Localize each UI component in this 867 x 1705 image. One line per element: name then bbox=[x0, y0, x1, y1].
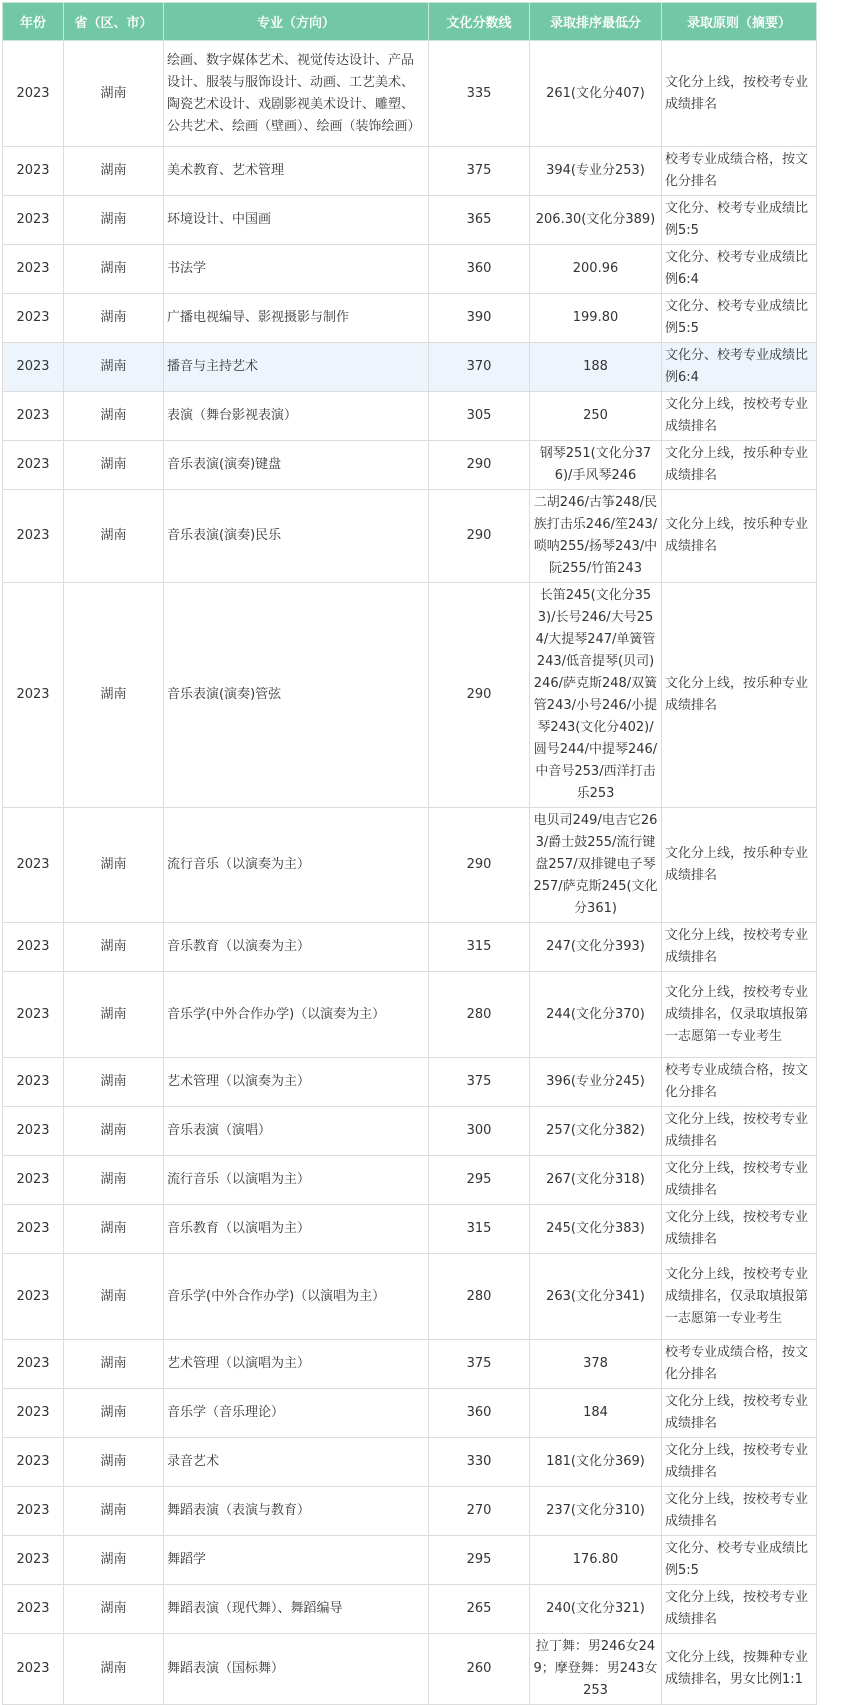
table-row bbox=[3, 441, 817, 490]
cell-major: 绘画、数字媒体艺术、视觉传达设计、产品设计、服装与服饰设计、动画、工艺美术、陶瓷艺术设计、戏剧影视美术设计、雕塑、公共艺术、绘画（壁画）、绘画（装饰绘画） bbox=[164, 41, 429, 147]
cell-major: 表演（舞台影视表演） bbox=[164, 392, 429, 441]
cell-min-score: 199.80 bbox=[530, 294, 662, 343]
table-row bbox=[3, 245, 817, 294]
cell-year: 2023 bbox=[3, 147, 64, 196]
cell-admission-rule: 文化分上线，按校考专业成绩排名 bbox=[662, 1156, 817, 1205]
cell-culture-line: 375 bbox=[429, 147, 530, 196]
table-row bbox=[3, 196, 817, 245]
cell-province: 湖南 bbox=[64, 583, 164, 808]
cell-culture-line: 265 bbox=[429, 1585, 530, 1634]
cell-min-score: 240(文化分321) bbox=[530, 1585, 662, 1634]
cell-province: 湖南 bbox=[64, 1205, 164, 1254]
table-row bbox=[3, 1254, 817, 1340]
cell-province: 湖南 bbox=[64, 1340, 164, 1389]
cell-min-score: 181(文化分369) bbox=[530, 1438, 662, 1487]
cell-min-score: 拉丁舞：男246女249；摩登舞：男243女253 bbox=[530, 1634, 662, 1705]
cell-year: 2023 bbox=[3, 490, 64, 583]
table-row bbox=[3, 1156, 817, 1205]
cell-year: 2023 bbox=[3, 972, 64, 1058]
cell-major: 音乐表演(演奏)键盘 bbox=[164, 441, 429, 490]
cell-major: 舞蹈表演（国标舞） bbox=[164, 1634, 429, 1705]
cell-min-score: 钢琴251(文化分376)/手风琴246 bbox=[530, 441, 662, 490]
cell-province: 湖南 bbox=[64, 245, 164, 294]
cell-min-score: 245(文化分383) bbox=[530, 1205, 662, 1254]
cell-province: 湖南 bbox=[64, 1487, 164, 1536]
cell-major: 音乐表演(演奏)管弦 bbox=[164, 583, 429, 808]
cell-culture-line: 300 bbox=[429, 1107, 530, 1156]
cell-province: 湖南 bbox=[64, 392, 164, 441]
cell-min-score: 二胡246/古筝248/民族打击乐246/笙243/唢呐255/扬琴243/中阮255/竹笛243 bbox=[530, 490, 662, 583]
cell-year: 2023 bbox=[3, 1205, 64, 1254]
cell-major: 艺术管理（以演奏为主） bbox=[164, 1058, 429, 1107]
cell-culture-line: 375 bbox=[429, 1058, 530, 1107]
cell-admission-rule: 文化分上线，按校考专业成绩排名 bbox=[662, 1585, 817, 1634]
header-province: 省（区、市） bbox=[64, 3, 164, 41]
header-row bbox=[3, 3, 817, 41]
cell-major: 录音艺术 bbox=[164, 1438, 429, 1487]
cell-admission-rule: 文化分上线，按乐种专业成绩排名 bbox=[662, 583, 817, 808]
cell-min-score: 394(专业分253) bbox=[530, 147, 662, 196]
cell-min-score: 长笛245(文化分353)/长号246/大号254/大提琴247/单簧管243/低音提琴(贝司)246/萨克斯248/双簧管243/小号246/小提琴243(文化分402)/圆号244/中提琴246/中音号253/西洋打击乐253 bbox=[530, 583, 662, 808]
cell-province: 湖南 bbox=[64, 972, 164, 1058]
cell-major: 流行音乐（以演奏为主） bbox=[164, 808, 429, 923]
cell-year: 2023 bbox=[3, 1487, 64, 1536]
cell-culture-line: 290 bbox=[429, 490, 530, 583]
cell-major: 播音与主持艺术 bbox=[164, 343, 429, 392]
cell-admission-rule: 文化分上线，按乐种专业成绩排名 bbox=[662, 490, 817, 583]
cell-admission-rule: 文化分上线，按校考专业成绩排名 bbox=[662, 1205, 817, 1254]
table-row bbox=[3, 1585, 817, 1634]
cell-year: 2023 bbox=[3, 1058, 64, 1107]
cell-province: 湖南 bbox=[64, 1254, 164, 1340]
header-culture-line: 文化分数线 bbox=[429, 3, 530, 41]
cell-min-score: 247(文化分393) bbox=[530, 923, 662, 972]
cell-culture-line: 305 bbox=[429, 392, 530, 441]
table-row bbox=[3, 343, 817, 392]
table-header bbox=[3, 3, 817, 41]
cell-major: 音乐教育（以演奏为主） bbox=[164, 923, 429, 972]
cell-year: 2023 bbox=[3, 196, 64, 245]
table-row bbox=[3, 1536, 817, 1585]
cell-culture-line: 295 bbox=[429, 1156, 530, 1205]
cell-major: 音乐学(中外合作办学)（以演奏为主） bbox=[164, 972, 429, 1058]
cell-min-score: 250 bbox=[530, 392, 662, 441]
cell-admission-rule: 文化分、校考专业成绩比例6:4 bbox=[662, 245, 817, 294]
cell-year: 2023 bbox=[3, 1254, 64, 1340]
cell-province: 湖南 bbox=[64, 1585, 164, 1634]
cell-year: 2023 bbox=[3, 245, 64, 294]
cell-province: 湖南 bbox=[64, 1536, 164, 1585]
cell-culture-line: 390 bbox=[429, 294, 530, 343]
cell-min-score: 263(文化分341) bbox=[530, 1254, 662, 1340]
cell-culture-line: 370 bbox=[429, 343, 530, 392]
cell-min-score: 206.30(文化分389) bbox=[530, 196, 662, 245]
table-row bbox=[3, 972, 817, 1058]
cell-admission-rule: 文化分上线，按校考专业成绩排名，仅录取填报第一志愿第一专业考生 bbox=[662, 972, 817, 1058]
cell-admission-rule: 文化分、校考专业成绩比例5:5 bbox=[662, 294, 817, 343]
cell-year: 2023 bbox=[3, 1438, 64, 1487]
cell-major: 舞蹈学 bbox=[164, 1536, 429, 1585]
cell-year: 2023 bbox=[3, 583, 64, 808]
cell-admission-rule: 文化分上线，按校考专业成绩排名 bbox=[662, 392, 817, 441]
table-row bbox=[3, 923, 817, 972]
cell-admission-rule: 文化分上线，按校考专业成绩排名 bbox=[662, 1389, 817, 1438]
table-row bbox=[3, 1340, 817, 1389]
cell-province: 湖南 bbox=[64, 1389, 164, 1438]
cell-min-score: 244(文化分370) bbox=[530, 972, 662, 1058]
cell-culture-line: 280 bbox=[429, 972, 530, 1058]
cell-year: 2023 bbox=[3, 294, 64, 343]
cell-year: 2023 bbox=[3, 1389, 64, 1438]
cell-min-score: 200.96 bbox=[530, 245, 662, 294]
cell-year: 2023 bbox=[3, 1634, 64, 1705]
cell-admission-rule: 文化分上线，按乐种专业成绩排名 bbox=[662, 808, 817, 923]
table-row bbox=[3, 1487, 817, 1536]
cell-culture-line: 280 bbox=[429, 1254, 530, 1340]
cell-admission-rule: 文化分、校考专业成绩比例5:5 bbox=[662, 196, 817, 245]
cell-province: 湖南 bbox=[64, 1634, 164, 1705]
cell-culture-line: 290 bbox=[429, 583, 530, 808]
cell-admission-rule: 文化分、校考专业成绩比例5:5 bbox=[662, 1536, 817, 1585]
cell-culture-line: 290 bbox=[429, 441, 530, 490]
cell-major: 音乐表演（演唱） bbox=[164, 1107, 429, 1156]
cell-year: 2023 bbox=[3, 41, 64, 147]
table-row bbox=[3, 1205, 817, 1254]
cell-culture-line: 260 bbox=[429, 1634, 530, 1705]
table-row bbox=[3, 392, 817, 441]
cell-year: 2023 bbox=[3, 923, 64, 972]
cell-admission-rule: 文化分上线，按校考专业成绩排名 bbox=[662, 923, 817, 972]
cell-culture-line: 270 bbox=[429, 1487, 530, 1536]
table-row bbox=[3, 1438, 817, 1487]
cell-year: 2023 bbox=[3, 1107, 64, 1156]
cell-admission-rule: 校考专业成绩合格，按文化分排名 bbox=[662, 1058, 817, 1107]
header-admission-rule: 录取原则（摘要） bbox=[662, 3, 817, 41]
cell-culture-line: 315 bbox=[429, 1205, 530, 1254]
cell-major: 环境设计、中国画 bbox=[164, 196, 429, 245]
cell-province: 湖南 bbox=[64, 441, 164, 490]
cell-year: 2023 bbox=[3, 1536, 64, 1585]
table-row bbox=[3, 147, 817, 196]
cell-min-score: 378 bbox=[530, 1340, 662, 1389]
table-row bbox=[3, 583, 817, 808]
cell-province: 湖南 bbox=[64, 490, 164, 583]
cell-min-score: 257(文化分382) bbox=[530, 1107, 662, 1156]
table-row bbox=[3, 294, 817, 343]
cell-culture-line: 360 bbox=[429, 245, 530, 294]
table-row bbox=[3, 1058, 817, 1107]
cell-min-score: 电贝司249/电吉它263/爵士鼓255/流行键盘257/双排键电子琴257/萨克斯245(文化分361) bbox=[530, 808, 662, 923]
cell-culture-line: 330 bbox=[429, 1438, 530, 1487]
cell-province: 湖南 bbox=[64, 294, 164, 343]
cell-province: 湖南 bbox=[64, 1156, 164, 1205]
table-row bbox=[3, 808, 817, 923]
cell-year: 2023 bbox=[3, 392, 64, 441]
cell-min-score: 261(文化分407) bbox=[530, 41, 662, 147]
cell-culture-line: 375 bbox=[429, 1340, 530, 1389]
cell-culture-line: 295 bbox=[429, 1536, 530, 1585]
cell-major: 艺术管理（以演唱为主） bbox=[164, 1340, 429, 1389]
cell-province: 湖南 bbox=[64, 1438, 164, 1487]
cell-province: 湖南 bbox=[64, 147, 164, 196]
cell-culture-line: 290 bbox=[429, 808, 530, 923]
cell-year: 2023 bbox=[3, 1340, 64, 1389]
cell-major: 流行音乐（以演唱为主） bbox=[164, 1156, 429, 1205]
cell-province: 湖南 bbox=[64, 343, 164, 392]
cell-admission-rule: 校考专业成绩合格，按文化分排名 bbox=[662, 1340, 817, 1389]
admission-score-table bbox=[2, 2, 817, 1705]
cell-major: 舞蹈表演（表演与教育） bbox=[164, 1487, 429, 1536]
cell-min-score: 237(文化分310) bbox=[530, 1487, 662, 1536]
cell-year: 2023 bbox=[3, 1585, 64, 1634]
cell-province: 湖南 bbox=[64, 923, 164, 972]
table-row bbox=[3, 1389, 817, 1438]
cell-min-score: 176.80 bbox=[530, 1536, 662, 1585]
cell-major: 音乐表演(演奏)民乐 bbox=[164, 490, 429, 583]
cell-culture-line: 335 bbox=[429, 41, 530, 147]
cell-admission-rule: 文化分上线，按乐种专业成绩排名 bbox=[662, 441, 817, 490]
cell-major: 美术教育、艺术管理 bbox=[164, 147, 429, 196]
header-major: 专业（方向） bbox=[164, 3, 429, 41]
cell-min-score: 267(文化分318) bbox=[530, 1156, 662, 1205]
cell-province: 湖南 bbox=[64, 196, 164, 245]
cell-admission-rule: 校考专业成绩合格，按文化分排名 bbox=[662, 147, 817, 196]
header-year: 年份 bbox=[3, 3, 64, 41]
cell-culture-line: 365 bbox=[429, 196, 530, 245]
cell-province: 湖南 bbox=[64, 1058, 164, 1107]
cell-culture-line: 315 bbox=[429, 923, 530, 972]
cell-admission-rule: 文化分上线，按校考专业成绩排名 bbox=[662, 1438, 817, 1487]
header-min-score: 录取排序最低分 bbox=[530, 3, 662, 41]
cell-province: 湖南 bbox=[64, 1107, 164, 1156]
cell-year: 2023 bbox=[3, 808, 64, 923]
table-row bbox=[3, 1107, 817, 1156]
cell-year: 2023 bbox=[3, 441, 64, 490]
cell-year: 2023 bbox=[3, 1156, 64, 1205]
cell-major: 广播电视编导、影视摄影与制作 bbox=[164, 294, 429, 343]
table-row bbox=[3, 41, 817, 147]
cell-province: 湖南 bbox=[64, 41, 164, 147]
cell-major: 书法学 bbox=[164, 245, 429, 294]
cell-admission-rule: 文化分上线，按舞种专业成绩排名，男女比例1:1 bbox=[662, 1634, 817, 1705]
table-row bbox=[3, 490, 817, 583]
cell-admission-rule: 文化分、校考专业成绩比例6:4 bbox=[662, 343, 817, 392]
cell-major: 舞蹈表演（现代舞）、舞蹈编导 bbox=[164, 1585, 429, 1634]
cell-admission-rule: 文化分上线，按校考专业成绩排名 bbox=[662, 1487, 817, 1536]
cell-year: 2023 bbox=[3, 343, 64, 392]
cell-major: 音乐教育（以演唱为主） bbox=[164, 1205, 429, 1254]
cell-culture-line: 360 bbox=[429, 1389, 530, 1438]
cell-major: 音乐学（音乐理论） bbox=[164, 1389, 429, 1438]
table-body bbox=[3, 41, 817, 1705]
cell-admission-rule: 文化分上线，按校考专业成绩排名 bbox=[662, 1107, 817, 1156]
cell-admission-rule: 文化分上线，按校考专业成绩排名 bbox=[662, 41, 817, 147]
cell-major: 音乐学(中外合作办学)（以演唱为主） bbox=[164, 1254, 429, 1340]
table-row bbox=[3, 1634, 817, 1705]
cell-admission-rule: 文化分上线，按校考专业成绩排名，仅录取填报第一志愿第一专业考生 bbox=[662, 1254, 817, 1340]
cell-min-score: 396(专业分245) bbox=[530, 1058, 662, 1107]
cell-min-score: 184 bbox=[530, 1389, 662, 1438]
cell-province: 湖南 bbox=[64, 808, 164, 923]
cell-min-score: 188 bbox=[530, 343, 662, 392]
